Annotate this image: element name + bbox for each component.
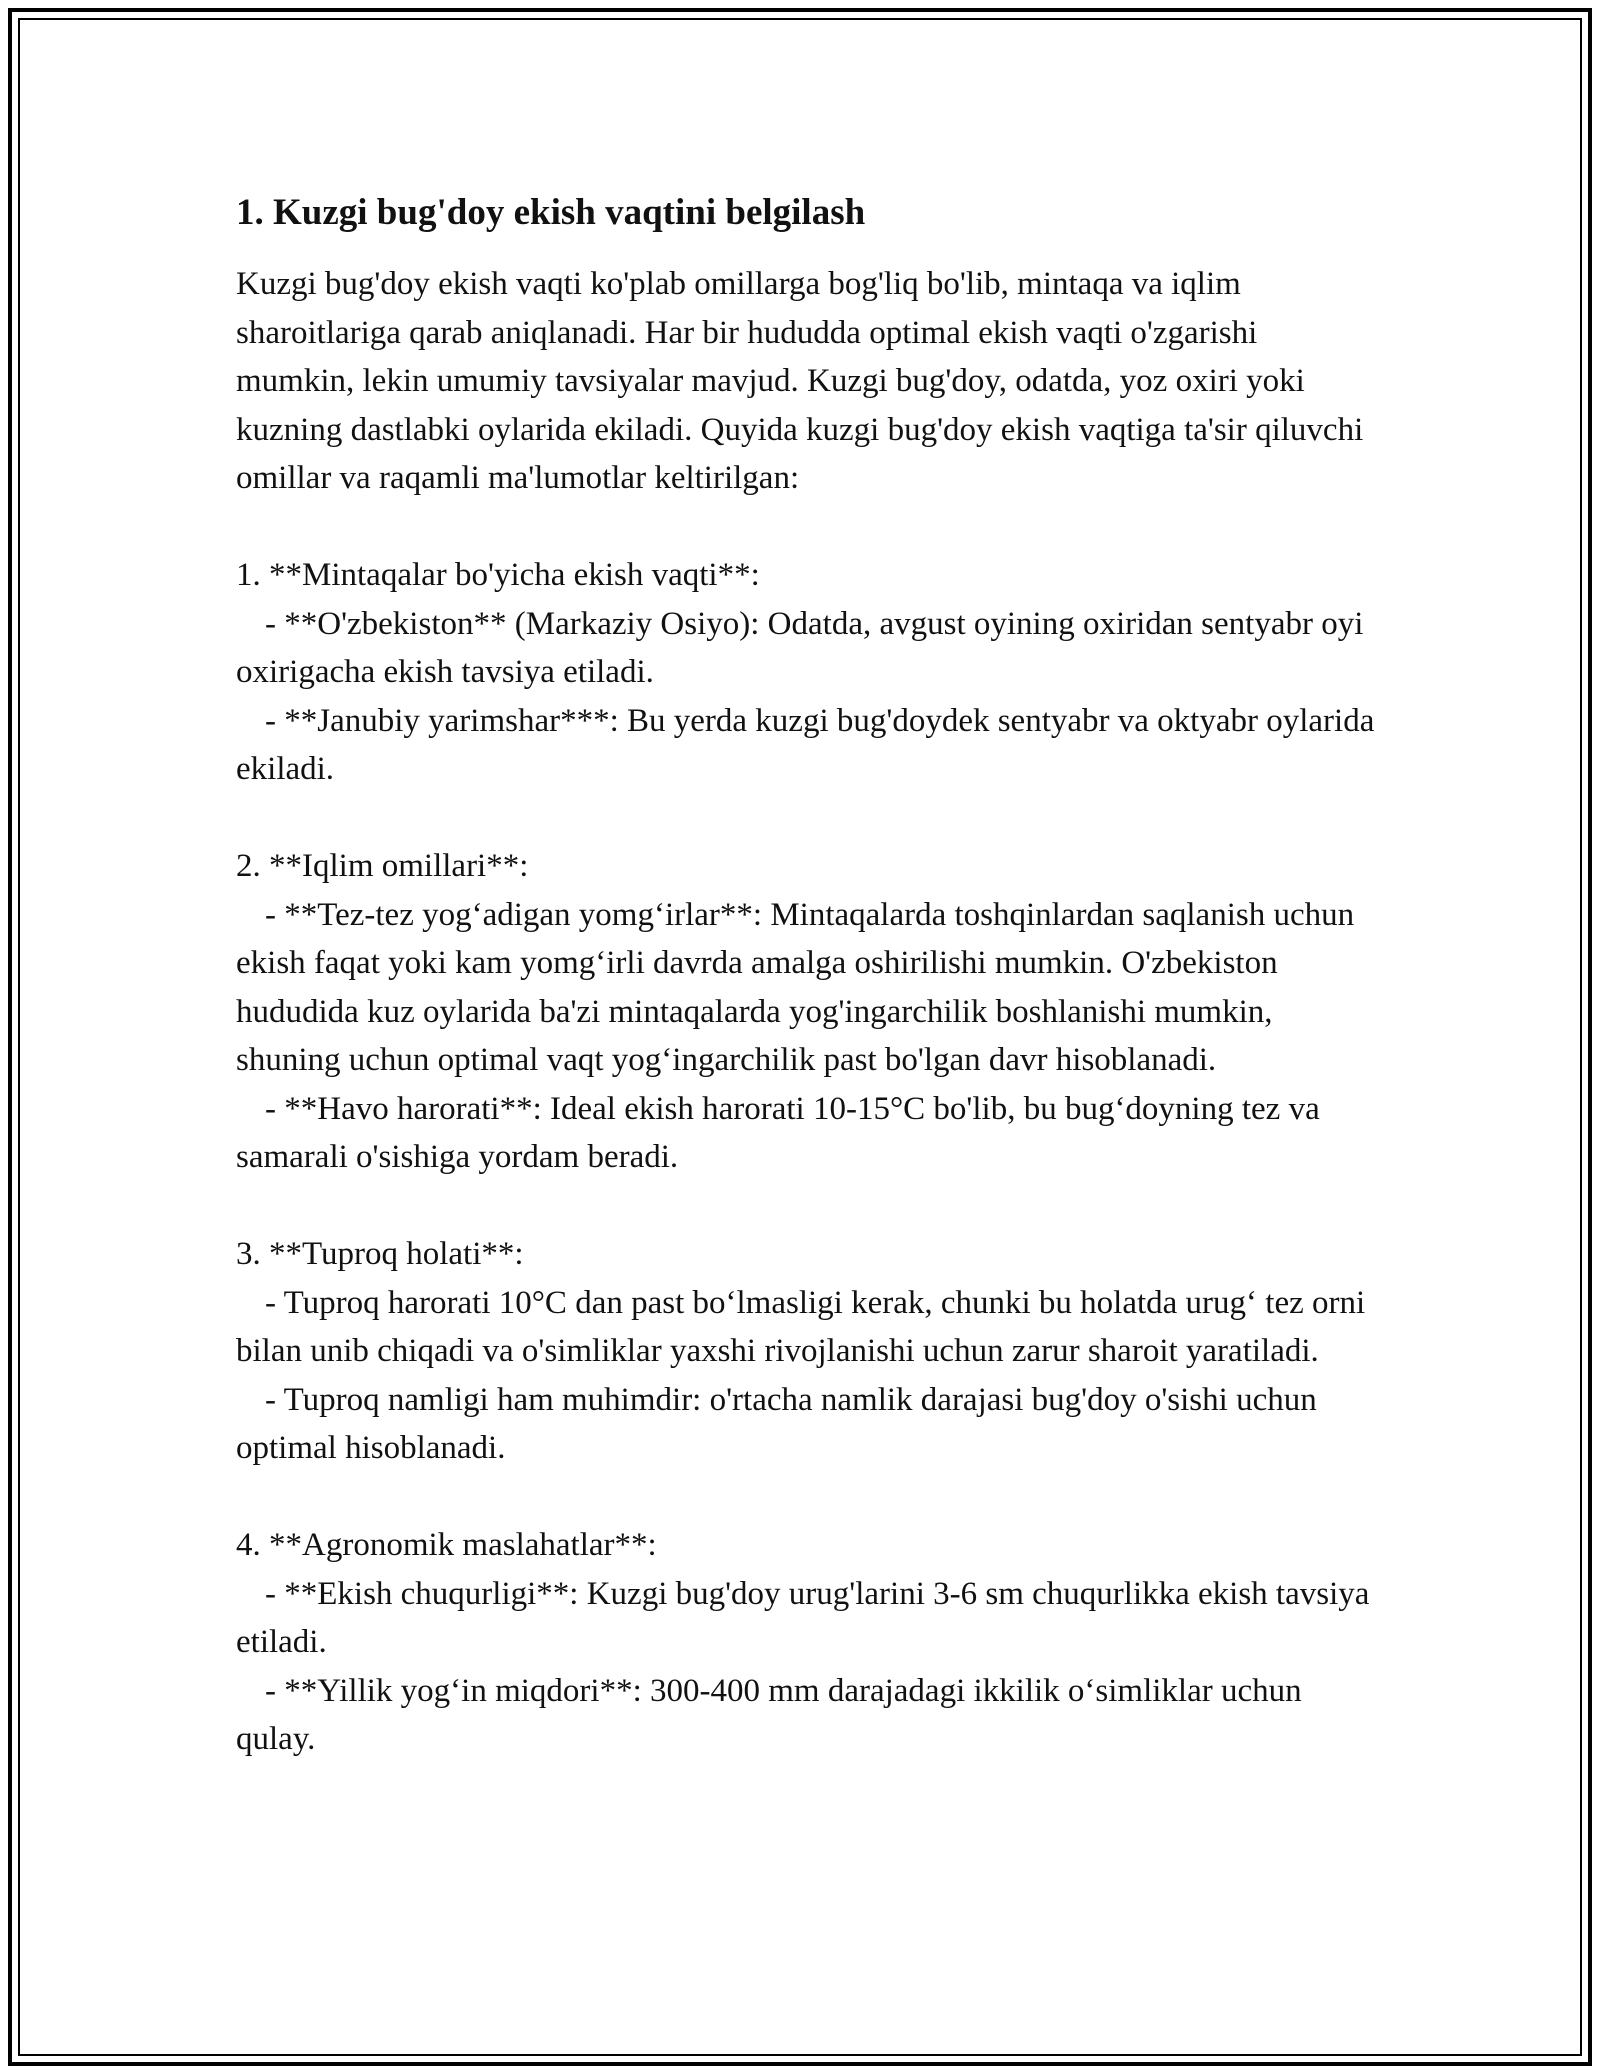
bullet-item — [236, 1570, 1376, 1667]
section-title: 3. **Tuproq holati**: — [236, 1236, 524, 1272]
section-regions — [236, 551, 1376, 794]
bullet-item — [236, 600, 1376, 697]
section-title: 2. **Iqlim omillari**: — [236, 848, 529, 884]
document-body — [236, 186, 1376, 1764]
document-heading: 1. Kuzgi bug'doy ekish vaqtini belgilash — [236, 192, 866, 233]
bullet-item — [236, 1085, 1376, 1182]
bullet-item — [236, 891, 1376, 1085]
section-agronomy — [236, 1521, 1376, 1764]
section-title: 4. **Agronomik maslahatlar**: — [236, 1527, 657, 1563]
intro-paragraph: Kuzgi bug'doy ekish vaqti ko'plab omillarga bog'liq bo'lib, mintaqa va iqlim sharoitlariga qarab aniqlanadi. Har bir hududda optimal ekish vaqti o'zgarishi mumkin, lekin umumiy tavsiyalar mavjud. Kuzgi bug'doy, odatda, yoz oxiri yoki kuzning dastlabki oylarida ekiladi. Quyida kuzgi bug'doy ekish vaqtiga ta'sir qiluvchi omillar va raqamli ma'lumotlar keltirilgan: — [236, 266, 1372, 496]
bullet-text: - **Janubiy yarimshar***: Bu yerda kuzgi bug'doydek sentyabr va oktyabr oylarida ekiladi. — [236, 702, 1375, 787]
bullet-text: - **Yillik yog‘in miqdori**: 300-400 mm darajadagi ikkilik o‘simliklar uchun qulay. — [236, 1672, 1302, 1757]
bullet-item — [236, 1376, 1376, 1473]
bullet-item — [236, 697, 1376, 794]
bullet-text: - Tuproq namligi ham muhimdir: o'rtacha namlik darajasi bug'doy o'sishi uchun optimal hisoblanadi. — [236, 1381, 1317, 1466]
bullet-item — [236, 1279, 1376, 1376]
section-soil — [236, 1230, 1376, 1473]
bullet-item — [236, 1667, 1376, 1764]
bullet-text: - Tuproq harorati 10°C dan past bo‘lmasligi kerak, chunki bu holatda urug‘ tez orni bilan unib chiqadi va o'simliklar yaxshi rivojlanishi uchun zarur sharoit yaratiladi. — [236, 1284, 1366, 1369]
bullet-text: - **Ekish chuqurligi**: Kuzgi bug'doy urug'larini 3-6 sm chuqurlikka ekish tavsiya etiladi. — [236, 1575, 1370, 1660]
bullet-text: - **O'zbekiston** (Markaziy Osiyo): Odatda, avgust oyining oxiridan sentyabr oyi oxirigacha ekish tavsiya etiladi. — [236, 605, 1364, 690]
section-climate — [236, 842, 1376, 1182]
bullet-text: - **Havo harorati**: Ideal ekish harorati 10-15°C bo'lib, bu bug‘doyning tez va samarali o'sishiga yordam beradi. — [236, 1090, 1320, 1175]
bullet-text: - **Tez-tez yog‘adigan yomg‘irlar**: Mintaqalarda toshqinlardan saqlanish uchun ekish faqat yoki kam yomg‘irli davrda amalga oshirilishi mumkin. O'zbekiston hududida kuz oylarida ba'zi mintaqalarda yog'ingarchilik boshlanishi mumkin, shuning uchun optimal vaqt yog‘ingarchilik past bo'lgan davr hisoblanadi. — [236, 896, 1355, 1078]
section-title: 1. **Mintaqalar bo'yicha ekish vaqti**: — [236, 557, 760, 593]
